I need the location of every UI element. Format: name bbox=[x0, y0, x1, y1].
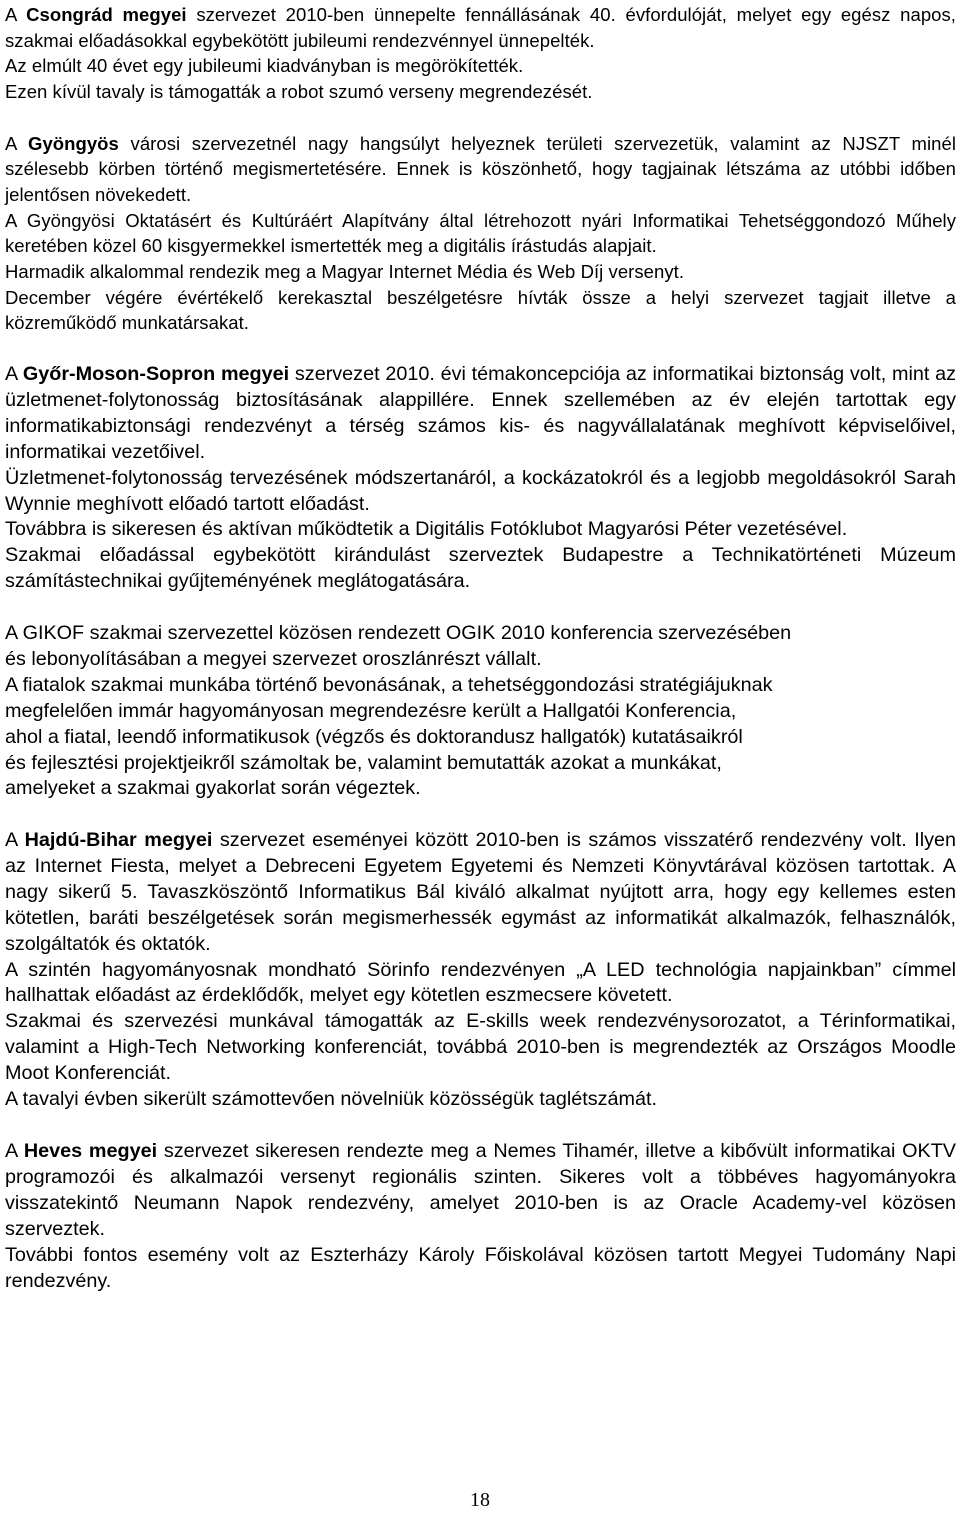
text: szervezet 2010. évi témakoncepciója az informatikai biztonság volt, mint az üzletmenet-folytonosság biztosításának alappillére. Ennek szellemében az év elején tartottak egy informatikabiztonsági rendezvényt a térség számos kis- és nagyvállalatának meghívott képviselőivel, informatikai vezetőivel. bbox=[5, 363, 957, 463]
paragraph: Továbbra is sikeresen és aktívan működtetik a Digitális Fotóklubot Magyarósi Péter vezetésével. bbox=[5, 518, 848, 541]
section-heves bbox=[5, 1139, 956, 1294]
org-name-hajdu-bihar: Hajdú-Bihar megyei bbox=[24, 829, 213, 851]
line: megfelelően immár hagyományosan megrendezésre került a Hallgatói Konferencia, bbox=[5, 699, 737, 722]
text: A bbox=[5, 829, 25, 851]
line: A fiatalok szakmai munkába történő bevonásának, a tehetséggondozási stratégiájuknak bbox=[5, 673, 773, 696]
text: A bbox=[5, 363, 23, 385]
section-csongrad-gyongyos bbox=[5, 2, 956, 336]
paragraph: A tavalyi évben sikerült számottevően növelniük közösségük taglétszámát. bbox=[5, 1088, 658, 1111]
text: szervezet 2010-ben ünnepelte fennállásának 40. évfordulóját, melyet egy egész napos, szakmai előadásokkal egybekötött jubileumi rendezvénnyel ünnepelték. bbox=[5, 4, 956, 51]
text: szervezet sikeresen rendezte meg a Nemes Tihamér, illetve a kibővült informatikai OKTV programozói és alkalmazói versenyt regionális szinten. Sikeres volt a többéves hagyományokra visszatekintő Neumann Napok rendezvény, amelyet 2010-ben is az Oracle Academy-vel közösen szerveztek. bbox=[5, 1140, 956, 1240]
org-name-heves: Heves megyei bbox=[23, 1140, 158, 1162]
paragraph: December végére évértékelő kerekasztal beszélgetésre hívták össze a helyi szervezet tagjait illetve a közreműködő munkatársakat. bbox=[5, 286, 956, 334]
line: A GIKOF szakmai szervezettel közösen rendezett OGIK 2010 konferencia szervezésében bbox=[5, 622, 792, 644]
text: A bbox=[5, 4, 27, 25]
paragraph-gyor bbox=[5, 362, 956, 466]
line: és fejlesztési projektjeikről számoltak be, valamint bemutatták azokat a munkákat, bbox=[5, 751, 722, 774]
paragraph-hajdu-bihar bbox=[5, 828, 956, 958]
text: A bbox=[5, 1140, 24, 1162]
section-gyor bbox=[5, 362, 956, 595]
paragraph-heves bbox=[5, 1139, 956, 1243]
paragraph-csongrad bbox=[5, 2, 956, 53]
paragraph: Szakmai előadással egybekötött kirándulást szerveztek Budapestre a Technikatörténeti Múzeum számítástechnikai gyűjteményének meglátogatására. bbox=[5, 544, 956, 593]
org-name-gyor: Győr-Moson-Sopron megyei bbox=[22, 363, 290, 385]
section-hajdu-bihar bbox=[5, 828, 956, 1113]
paragraph: Harmadik alkalommal rendezik meg a Magyar Internet Média és Web Díj versenyt. bbox=[5, 261, 685, 283]
line: amelyeket a szakmai gyakorlat során végeztek. bbox=[5, 777, 421, 800]
line: és lebonyolításában a megyei szervezet oroszlánrészt vállalt. bbox=[5, 647, 542, 670]
section-gikof bbox=[5, 621, 956, 802]
paragraph: Az elmúlt 40 évet egy jubileumi kiadványban is megörökítették. bbox=[5, 55, 524, 77]
org-name-csongrad: Csongrád megyei bbox=[26, 4, 187, 25]
paragraph: Ezen kívül tavaly is támogatták a robot szumó verseny megrendezését. bbox=[5, 81, 593, 103]
text: városi szervezetnél nagy hangsúlyt helyeznek területi szervezetük, valamint az NJSZT minél szélesebb körben történő megismertetésére. Ennek is köszönhető, hogy tagjainak létszáma az utóbbi időben jelentősen növekedett. bbox=[5, 132, 956, 205]
line: ahol a fiatal, leendő informatikusok (végzős és doktorandusz hallgatók) kutatásaikról bbox=[5, 725, 743, 748]
text: szervezet eseményei között 2010-ben is számos visszatérő rendezvény volt. Ilyen az Internet Fiesta, melyet a Debreceni Egyetem Egyetemi és Nemzeti Könyvtárával közösen tartottak. A nagy sikerű 5. Tavaszköszöntő Informatikus Bál kiváló alkalmat nyújtott arra, hogy egy kellemes esten kötetlen, baráti beszélgetések során megismerhessék egymást az informatikát alkalmazók, felhasználók, szolgáltatók és oktatók. bbox=[5, 829, 956, 955]
page-number: 18 bbox=[470, 1489, 490, 1511]
org-name-gyongyos: Gyöngyös bbox=[28, 132, 119, 154]
paragraph-gyongyos bbox=[5, 131, 956, 208]
text: A bbox=[5, 132, 29, 154]
paragraph: További fontos esemény volt az Eszterházy Károly Főiskolával közösen tartott Megyei Tudomány Napi rendezvény. bbox=[5, 1243, 956, 1292]
paragraph: Üzletmenet-folytonosság tervezésének módszertanáról, a kockázatokról és a legjobb megoldásokról Sarah Wynnie meghívott előadó tartott előadást. bbox=[5, 466, 956, 515]
paragraph: A Gyöngyösi Oktatásért és Kultúráért Alapítvány által létrehozott nyári Informatikai Tehetséggondozó Műhely keretében közel 60 kisgyermekkel ismertették meg a digitális írástudás alapjait. bbox=[5, 209, 956, 257]
paragraph: Szakmai és szervezési munkával támogatták az E-skills week rendezvénysorozatot, a Térinformatikai, valamint a High-Tech Networking konferenciát, továbbá 2010-ben is megrendezték az Országos Moodle Moot Konferenciát. bbox=[5, 1010, 956, 1085]
paragraph: A szintén hagyományosnak mondható Sörinfo rendezvényen „A LED technológia napjainkban” címmel hallhattak előadást az érdeklődők, melyet egy kötetlen eszmecsere követett. bbox=[5, 958, 956, 1007]
